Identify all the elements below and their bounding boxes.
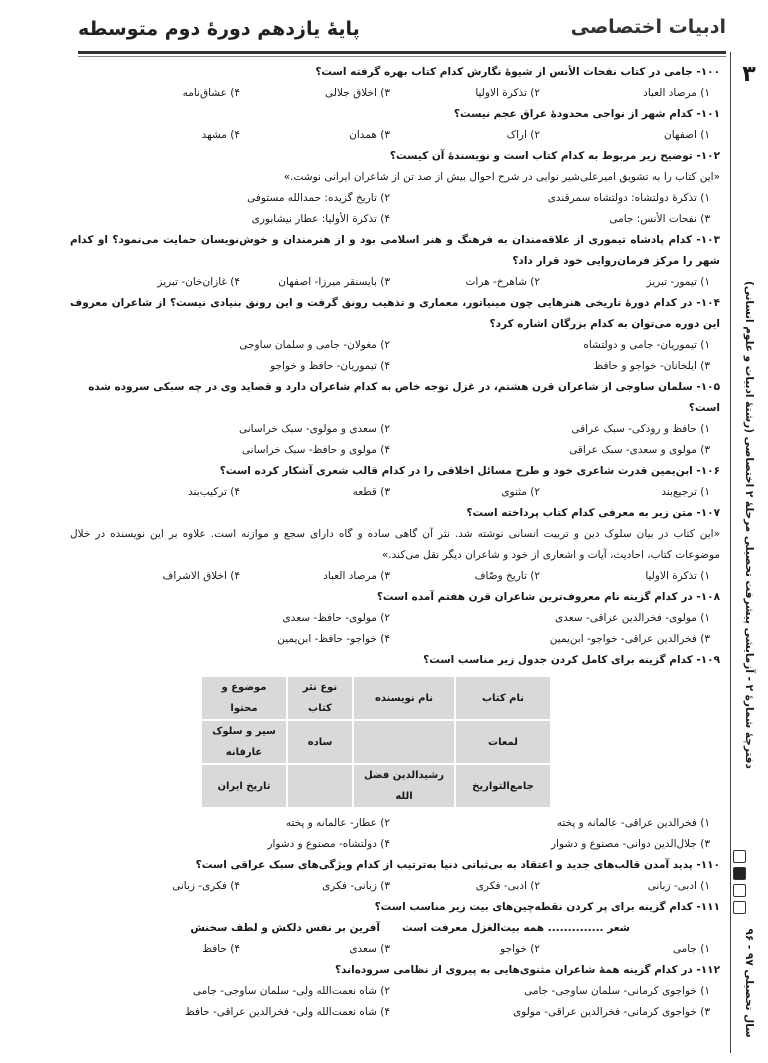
table-header: نام نویسنده [354,677,454,719]
question-text: ۱۰۲- توضیح زیر مربوط به کدام کتاب است و نویسندهٔ آن کیست؟ [389,150,720,162]
option[interactable]: ۲) خواجو [500,943,540,955]
indicator-box-filled [733,867,746,880]
options-row [70,813,720,834]
table-cell [354,721,454,763]
options-row [70,440,720,461]
options-row [70,125,720,146]
options-row [70,876,720,897]
table-header-row [202,677,550,719]
subject-title: ادبیات اختصاصی [570,16,726,38]
option[interactable]: ۴) مولوی و حافظ- سبک خراسانی [241,444,390,456]
book-table [200,675,552,809]
quote-text: «این کتاب در بیان سلوک دین و تربیت انسانی نوشته شد. نثر آن گاهی ساده و گاه دارای سجع و موازنه است. علاوه بر این نویسنده در خلال موضوعات کتاب، احادیث، آیات و اشعاری از خود و شاعران دیگر نقل می‌کند.» [70,528,720,561]
option[interactable]: ۴) حافظ [202,943,240,955]
indicator-box [733,850,746,863]
option[interactable]: ۴) مشهد [201,129,240,141]
option[interactable]: ۴) عشاق‌نامه [182,87,240,99]
option[interactable]: ۱) تذکرهٔ دولتشاه: دولتشاه سمرقندی [547,192,710,204]
poem-hemistich: آفرین بر نفس دلکش و لطف سخنش [190,922,380,934]
option[interactable]: ۴) دولتشاه- مصنوع و دشوار [267,838,390,850]
option[interactable]: ۱) ترجیع‌بند [661,486,710,498]
option[interactable]: ۴) شاه نعمت‌الله ولی- فخرالدین عراقی- حافظ [184,1006,390,1018]
options-row [70,939,720,960]
option[interactable]: ۴) فکری- زبانی [172,880,240,892]
options-row [70,419,720,440]
indicator-box [733,884,746,897]
header-rule-thin [78,56,726,57]
option[interactable]: ۴) خواجو- حافظ- ابن‌یمین [277,633,390,645]
option[interactable]: ۲) مولوی- حافظ- سعدی [282,612,390,624]
options-row [70,608,720,629]
option[interactable]: ۲) تاریخ وصّاف [474,570,540,582]
option[interactable]: ۳) مولوی و سعدی- سبک عراقی [569,444,710,456]
option[interactable]: ۱) مرصاد العباد [643,87,710,99]
option[interactable]: ۱) تیمور- تبریز [646,276,710,288]
option[interactable]: ۲) تاریخ گزیده: حمدالله مستوفی [247,192,390,204]
options-row [70,629,720,650]
table-cell: لمعات [456,721,550,763]
grade-title: پایهٔ یازدهم دورهٔ دوم متوسطه [78,18,360,40]
option[interactable]: ۲) مثنوی [501,486,540,498]
options-row [70,482,720,503]
questions-area [70,62,720,1023]
quote-text: «این کتاب را به تشویق امیرعلی‌شیر نوایی در شرح احوال بیش از صد تن از شاعران ایرانی نوشت.» [283,171,720,183]
option[interactable]: ۱) ادبی- زبانی [647,880,710,892]
options-row [70,981,720,1002]
table-cell: تاریخ ایران [202,765,286,807]
option[interactable]: ۴) تذکرة الأولیا: عطار نیشابوری [251,213,390,225]
question-text: ۱۰۶- ابن‌یمین قدرت شاعری خود و طرح مسائل اخلاقی را در کدام قالب شعری آشکار کرده است؟ [219,465,720,477]
option[interactable]: ۲) ادبی- فکری [475,880,540,892]
option[interactable]: ۱) فخرالدین عراقی- عالمانه و پخته [556,817,710,829]
booklet-title: دفترچهٔ شمارهٔ ۲ - آزمایشی پیشرفت تحصیلی مرحلهٔ ۲ اختصاصی (رشتهٔ ادبیات و علوم انسانی) [743,281,755,769]
option[interactable]: ۳) ایلخانان- خواجو و حافظ [593,360,710,372]
table-cell: جامع‌التواریخ [456,765,550,807]
table-header: موضوع و محتوا [202,677,286,719]
option[interactable]: ۴) غازان‌خان- تبریز [157,276,240,288]
option[interactable]: ۳) خواجوی کرمانی- فخرالدین عراقی- مولوی [512,1006,710,1018]
option[interactable]: ۲) عطار- عالمانه و پخته [285,817,390,829]
question-text: ۱۰۵- سلمان ساوجی از شاعران قرن هشتم، در غزل توجه خاص به کدام شاعران دارد و قصاید وی در چه سبکی سروده شده است؟ [88,381,720,414]
option[interactable]: ۲) سعدی و مولوی- سبک خراسانی [238,423,390,435]
option[interactable]: ۳) نفحات الأنس: جامی [609,213,710,225]
option[interactable]: ۲) اراک [506,129,540,141]
table-header: نوع نثر کتاب [288,677,352,719]
option[interactable]: ۳) جلال‌الدین دوانی- مصنوع و دشوار [550,838,710,850]
option[interactable]: ۴) تیموریان- حافظ و خواجو [270,360,390,372]
table-row [202,765,550,807]
table-header: نام کتاب [456,677,550,719]
option[interactable]: ۳) قطعه [352,486,390,498]
page-header [78,14,726,54]
table-cell: ساده [288,721,352,763]
question-text: ۱۰۸- در کدام گزینه نام معروف‌ترین شاعران قرن هفتم آمده است؟ [376,591,720,603]
options-row [70,209,720,230]
option[interactable]: ۱) جامی [672,943,710,955]
options-row [70,566,720,587]
question-text: ۱۰۷- متن زیر به معرفی کدام کتاب پرداخته است؟ [466,507,720,519]
option[interactable]: ۳) مرصاد العباد [323,570,390,582]
school-year: سال تحصیلی ۹۷ - ۹۶ [743,928,755,1038]
option[interactable]: ۱) حافظ و رودکی- سبک عراقی [571,423,710,435]
option[interactable]: ۳) فخرالدین عراقی- خواجو- ابن‌یمین [549,633,710,645]
options-row [70,834,720,855]
options-row [70,356,720,377]
table-cell [288,765,352,807]
table-cell: رشیدالدین فضل الله [354,765,454,807]
option[interactable]: ۳) زبانی- فکری [322,880,390,892]
option[interactable]: ۴) اخلاق الاشراف [162,570,240,582]
option[interactable]: ۱) تذکرة الاولیا [645,570,710,582]
option[interactable]: ۳) سعدی [349,943,390,955]
option[interactable]: ۱) اصفهان [664,129,710,141]
question-text: ۱۰۱- کدام شهر از نواحی محدودهٔ عراق عجم نیست؟ [453,108,720,120]
options-row [70,272,720,293]
option[interactable]: ۱) مولوی- فخرالدین عراقی- سعدی [554,612,710,624]
option[interactable]: ۱) خواجوی کرمانی- سلمان ساوجی- جامی [524,985,710,997]
question-text: ۱۰۰- جامی در کتاب نفحات الأنس از شیوهٔ نگارش کدام کتاب بهره گرفته است؟ [315,66,720,78]
option[interactable]: ۲) تذکرة الاولیا [475,87,540,99]
options-row [70,188,720,209]
question-text: ۱۱۲- در کدام گزینه همهٔ شاعران مثنوی‌هایی به پیروی از نظامی سروده‌اند؟ [335,964,720,976]
question-text: ۱۰۴- در کدام دورهٔ تاریخی هنرهایی چون مینیاتور، معماری و تذهیب رونق گرفت و این رونق بنیادی نیست؟ از شاعران معروف این دوره می‌توان به کدام بزرگان اشاره کرد؟ [70,297,720,330]
option[interactable]: ۳) بایسنقر میرزا- اصفهان [278,276,390,288]
options-row [70,1002,720,1023]
option[interactable]: ۱) تیموریان- جامی و دولتشاه [583,339,710,351]
poem-verse [70,918,720,939]
options-row [70,335,720,356]
question-text: ۱۱۱- کدام گزینه برای پر کردن نقطه‌چین‌های بیت زیر مناسب است؟ [374,901,720,913]
header-rule [78,51,726,54]
option[interactable]: ۲) شاه نعمت‌الله ولی- سلمان ساوجی- جامی [192,985,390,997]
table-row [202,721,550,763]
question-text: ۱۰۳- کدام پادشاه تیموری از علاقه‌مندان به فرهنگ و هنر اسلامی بود و از هنرمندان و خوش‌نویسان حمایت می‌نمود؟ او کدام شهر را مرکز فرمان‌روایی خود قرار داد؟ [70,234,720,267]
option[interactable]: ۲) شاهرخ- هرات [465,276,540,288]
options-row [70,83,720,104]
question-text: ۱۱۰- پدید آمدن قالب‌های جدید و اعتقاد به بی‌ثباتی دنیا به‌ترتیب از کدام ویژگی‌های سبک عراقی است؟ [195,859,720,871]
option[interactable]: ۳) اخلاق جلالی [325,87,390,99]
question-text: ۱۰۹- کدام گزینه برای کامل کردن جدول زیر مناسب است؟ [423,654,720,666]
page-number: ۳ [742,62,756,87]
table-cell: سیر و سلوک عارفانه [202,721,286,763]
option[interactable]: ۲) مغولان- جامی و سلمان ساوجی [239,339,390,351]
option[interactable]: ۴) ترکیب‌بند [188,486,240,498]
option[interactable]: ۳) همدان [349,129,390,141]
poem-hemistich: شعر .............. همه بیت‌الغزل معرفت است [401,922,630,934]
